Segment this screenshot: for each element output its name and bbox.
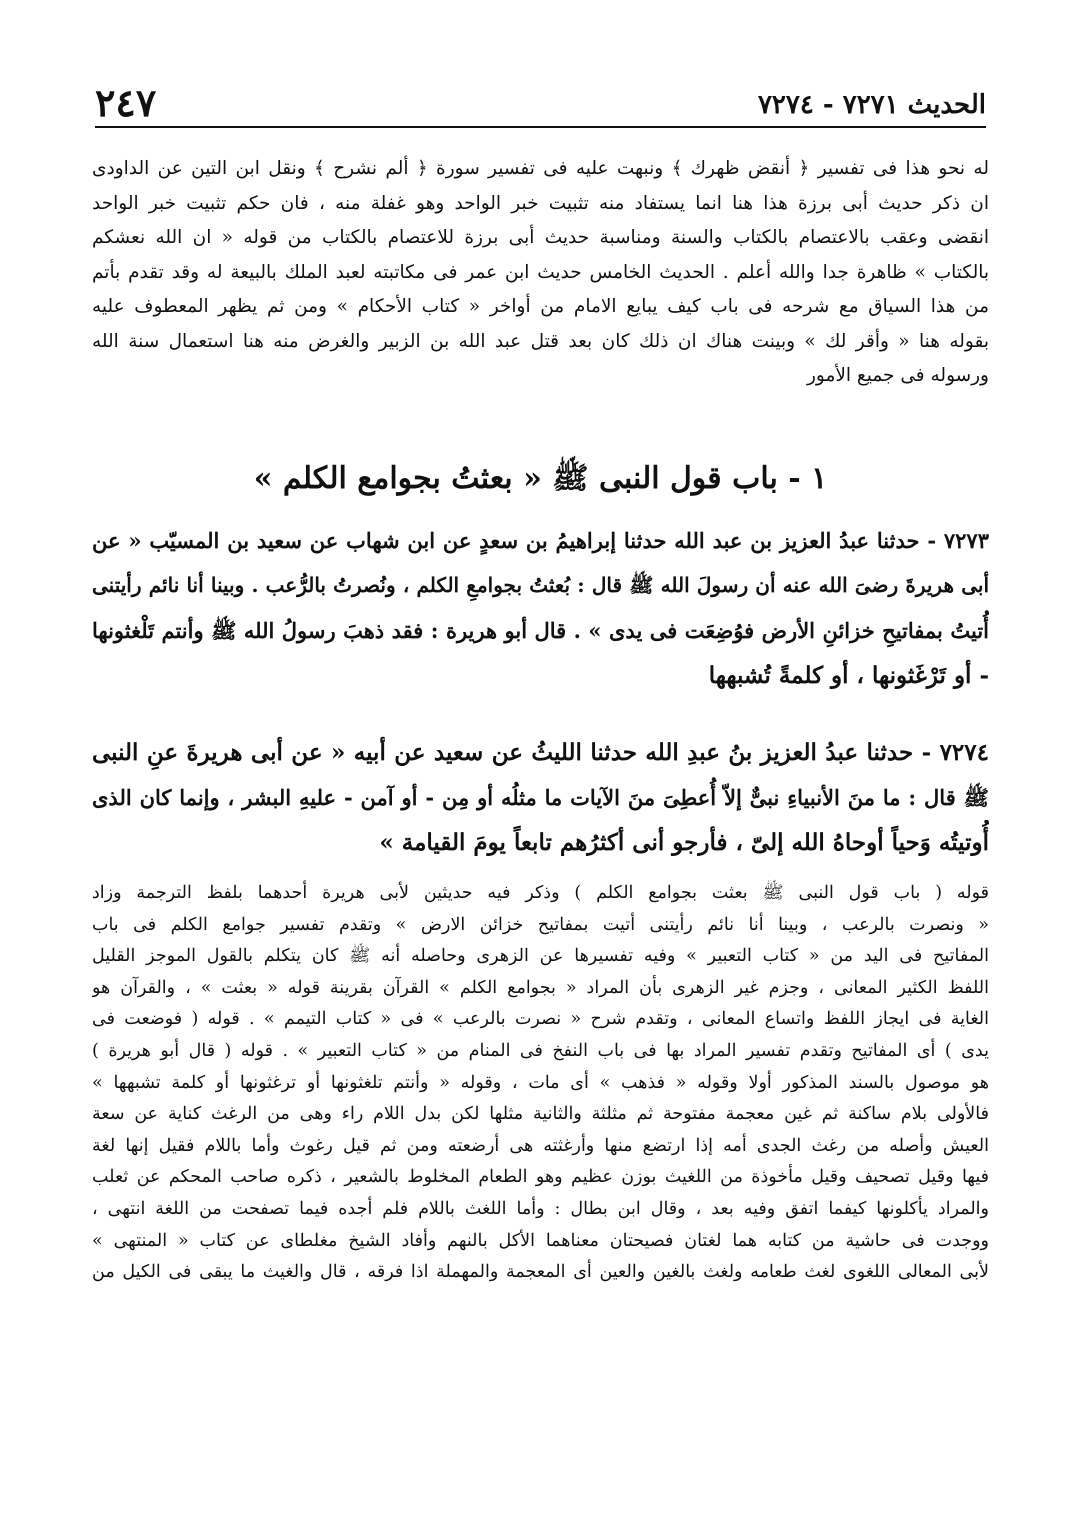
text-line: والمراد يأكلونها كيفما اتفق وفيه بعد ، وقال ابن بطال : وأما اللغث باللام فلم أجده فيما تصفحت من اللغة انتهى ، [92,1198,989,1219]
text-line: المفاتيح فى اليد من « كتاب التعبير » وفيه تفسيرها عن الزهرى وحاصله أنه ﷺ كان يتكلم بالقول الموجز القليل [92,946,989,967]
running-head: الحديث ٧٢٧١ - ٧٢٧٤ [757,90,986,120]
text-line: اللفظ الكثير المعانى ، وجزم غير الزهرى بأن المراد « بجوامع الكلم » القرآن بقرينة قوله « بعثت » ، والقرآن هو [92,977,989,998]
text-line: يدى ) أى المفاتيح وتقدم تفسير المراد بها فى باب النفخ فى المنام من « كتاب التعبير » . قوله ( قال أبو هريرة ) [92,1040,989,1061]
text-line: فيها وقيل تصحيف وقيل مأخوذة من اللغيث بوزن عظيم وهو الطعام المخلوط بالشعير ، ذكره صاحب المحكم عن ثعلب [92,1167,989,1188]
intro-paragraph [92,152,989,394]
text-line: أبى هريرةَ رضىَ الله عنه أن رسولَ الله ﷺ قال : بُعثتُ بجوامعِ الكلم ، ونُصرتُ بالرُّعب . وبينا أنا نائم رأيتنى [92,573,989,597]
text-line: له نحو هذا فى تفسير ﴿ أنقض ظهرك ﴾ ونبهت عليه فى تفسير سورة ﴿ ألم نشرح ﴾ ونقل ابن التين عن الداودى [92,158,989,179]
text-line: فالأولى بلام ساكنة ثم غين معجمة مفتوحة ثم مثلثة والثانية مثلها لكن بدل اللام راء وهى من الرغث كناية عن سعة [92,1104,989,1125]
page-number: ٢٤٧ [95,80,157,125]
text-line: بقوله هنا « وأقر لك » وبينت هناك ان ذلك كان بعد قتل عبد الله بن الزبير والغرض منه هنا استعمال سنة الله [92,330,989,352]
text-line: ٧٢٧٤ - حدثنا عبدُ العزيز بنُ عبدِ الله حدثنا الليثُ عن سعيد عن أبيه « عن أبى هريرةَ عنِ النبى [92,739,989,766]
text-line: « ونصرت بالرعب ، وبينا أنا نائم رأيتنى أتيت بمفاتيح خزائن الارض » وتقدم تفسير جوامع الكلم فى باب [92,914,989,935]
text-line: الغاية فى ايجاز اللفظ واتساع المعانى ، وتقدم شرح « نصرت بالرعب » فى « كتاب التيمم » . قوله ( فوضعت فى [92,1009,989,1030]
text-line: ورسوله فى جميع الأمور [806,365,989,386]
text-line: ﷺ قال : ما منَ الأنبياءِ نبىٌّ إلاّ أُعطِىَ منَ الآيات ما مثلُه أو مِن - أو آمن - عليهِ البشر ، وإنما كان الذى [92,785,989,810]
text-line: أُوتيتُه وَحياً أوحاهُ الله إلىّ ، فأرجو أنى أكثرُهم تابعاً يومَ القيامة » [379,829,989,856]
text-line: - أو تَرْغَثونها ، أو كلمةً تُشبهها [708,662,989,689]
commentary-paragraph [92,878,989,1289]
text-line: انقضى وعقب بالاعتصام بالكتاب والسنة ومناسبة حديث أبى برزة للاعتصام بالكتاب من قوله « ان الله نعشكم [92,227,989,248]
text-line: قوله ( باب قول النبى ﷺ بعثت بجوامع الكلم ) وذكر فيه حديثين لأبى هريرة أحدهما بلفظ الترجمة وزاد [92,883,989,903]
page-header [95,78,986,128]
hadith-7274 [92,730,989,865]
hadith-7273 [92,518,989,698]
text-line: ٧٢٧٣ - حدثنا عبدُ العزيز بن عبد الله حدثنا إبراهيمُ بن سعدٍ عن ابن شهاب عن سعيد بن المسيّب « عن [92,528,989,553]
text-line: العيش وأصله من رغث الجدى أمه إذا ارتضع منها وأرغثته هى أرضعته ومن ثم قيل رغوث وأما باللام فقيل إنها لغة [92,1135,989,1156]
chapter-heading: ١ - باب قول النبى ﷺ « بعثتُ بجوامع الكلم » [253,461,828,496]
text-line: أُتيتُ بمفاتيحِ خزائنِ الأرض فوُضِعَت فى يدى » . قال أبو هريرة : فقد ذهبَ رسولُ الله ﷺ وأنتم تَلْغثونها [92,618,989,643]
text-line: ووجدت فى حاشية من كتابه هما لغتان فصيحتان معناهما الأكل بالنهم وأفاد الشيخ مغلطاى عن كتاب « المنتهى » [92,1230,989,1251]
text-line: ان ذكر حديث أبى برزة هذا هنا انما يستفاد منه تثبيت خبر الواحد وهو غفلة منه ، فان حكم تثبيت خبر الواحد [92,192,989,214]
text-line: بالكتاب » ظاهرة جدا والله أعلم . الحديث الخامس حديث ابن عمر فى مكاتبته لعبد الملك بالبيعة له وقد تقدم بأتم [92,261,989,283]
text-line: هو موصول بالسند المذكور أولا وقوله « فذهب » أى مات ، وقوله « وأنتم تلغثونها أو ترغثونها أو كلمة تشبهها » [92,1072,989,1093]
text-line: من هذا السياق مع شرحه فى باب كيف يبايع الامام من أواخر « كتاب الأحكام » ومن ثم يظهر المعطوف عليه [92,296,989,317]
text-line: لأبى المعالى اللغوى لغث طعامه ولغث بالغين والعين أى المعجمة والمهملة اذا فرقه ، قال والغيث ما يبقى فى الكيل من [92,1262,989,1283]
